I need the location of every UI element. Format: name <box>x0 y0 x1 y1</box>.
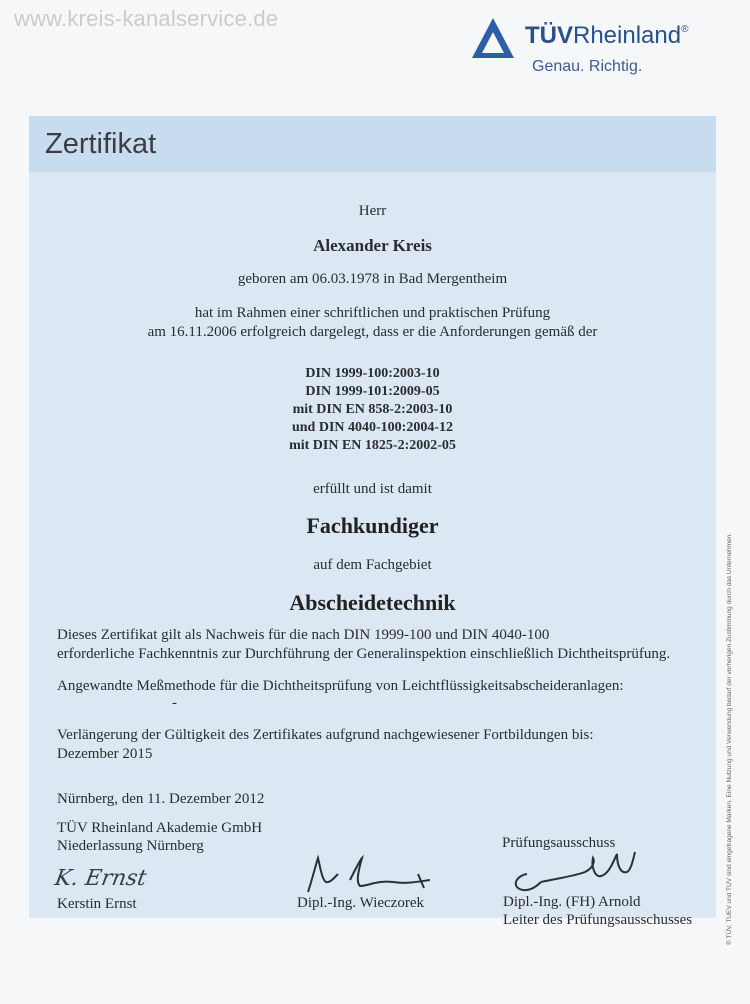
signatory-name-arnold: Dipl.-Ing. (FH) Arnold <box>503 894 641 910</box>
qualification-title: Fachkundiger <box>306 513 439 538</box>
recipient-name: Alexander Kreis <box>313 236 432 255</box>
signature-ernst: K. Ernst <box>52 866 149 891</box>
committee-label: Prüfungsausschuss <box>502 835 616 851</box>
place-date: Nürnberg, den 11. Dezember 2012 <box>57 791 265 807</box>
brand-tagline: Genau. Richtig. <box>532 58 643 75</box>
certificate-header <box>29 116 716 172</box>
website-watermark: www.kreis-kanalservice.de <box>14 6 279 31</box>
brand-name: TÜVRheinland® <box>525 22 689 49</box>
organization-line-1: TÜV Rheinland Akademie GmbH <box>57 820 263 836</box>
intro-line-1: hat im Rahmen einer schriftlichen und praktischen Prüfung <box>194 305 551 321</box>
tuv-rheinland-logo <box>470 14 720 80</box>
fulfills-text: erfüllt und ist damit <box>313 481 432 497</box>
birth-info: geboren am 06.03.1978 in Bad Mergentheim <box>237 271 508 287</box>
signatory-name-ernst: Kerstin Ernst <box>57 896 137 912</box>
validity-line-1: Dieses Zertifikat gilt als Nachweis für die nach DIN 1999-100 und DIN 4040-100 <box>57 627 550 643</box>
salutation: Herr <box>358 203 387 219</box>
signatory-role-arnold: Leiter des Prüfungsausschusses <box>503 912 693 928</box>
standard-item: und DIN 4040-100:2004-12 <box>291 420 453 435</box>
signature-arnold <box>505 848 645 898</box>
standard-item: DIN 1999-101:2009-05 <box>305 384 440 399</box>
signatory-name-wieczorek: Dipl.-Ing. Wieczorek <box>297 895 424 911</box>
field-title: Abscheidetechnik <box>289 590 456 615</box>
standard-item: mit DIN EN 858-2:2003-10 <box>292 402 453 417</box>
extension-line-2: Dezember 2015 <box>57 746 153 762</box>
method-value: - <box>172 695 177 711</box>
triangle-logo-icon <box>470 16 516 60</box>
organization-line-2: Niederlassung Nürnberg <box>57 838 204 854</box>
validity-line-2: erforderliche Fachkenntnis zur Durchführung der Generalinspektion einschließlich Dichtheitsprüfung. <box>57 646 671 662</box>
certificate-title: Zertifikat <box>45 128 157 160</box>
extension-line-1: Verlängerung der Gültigkeit des Zertifikates aufgrund nachgewiesener Fortbildungen bis: <box>57 727 594 743</box>
intro-line-2: am 16.11.2006 erfolgreich dargelegt, dass er die Anforderungen gemäß der <box>147 324 598 340</box>
standard-item: DIN 1999-100:2003-10 <box>305 366 440 381</box>
standard-item: mit DIN EN 1825-2:2002-05 <box>289 438 456 453</box>
field-intro: auf dem Fachgebiet <box>313 557 432 573</box>
method-text: Angewandte Meßmethode für die Dichtheitsprüfung von Leichtflüssigkeitsabscheideranlagen: <box>57 678 624 694</box>
trademark-side-note: ® TÜV, TUEV und TUV sind eingetragene Marken. Eine Nutzung und Verwendung bedarf der vorherigen Zustimmung durch das Unternehmen. <box>726 532 733 945</box>
signature-wieczorek <box>298 852 438 898</box>
